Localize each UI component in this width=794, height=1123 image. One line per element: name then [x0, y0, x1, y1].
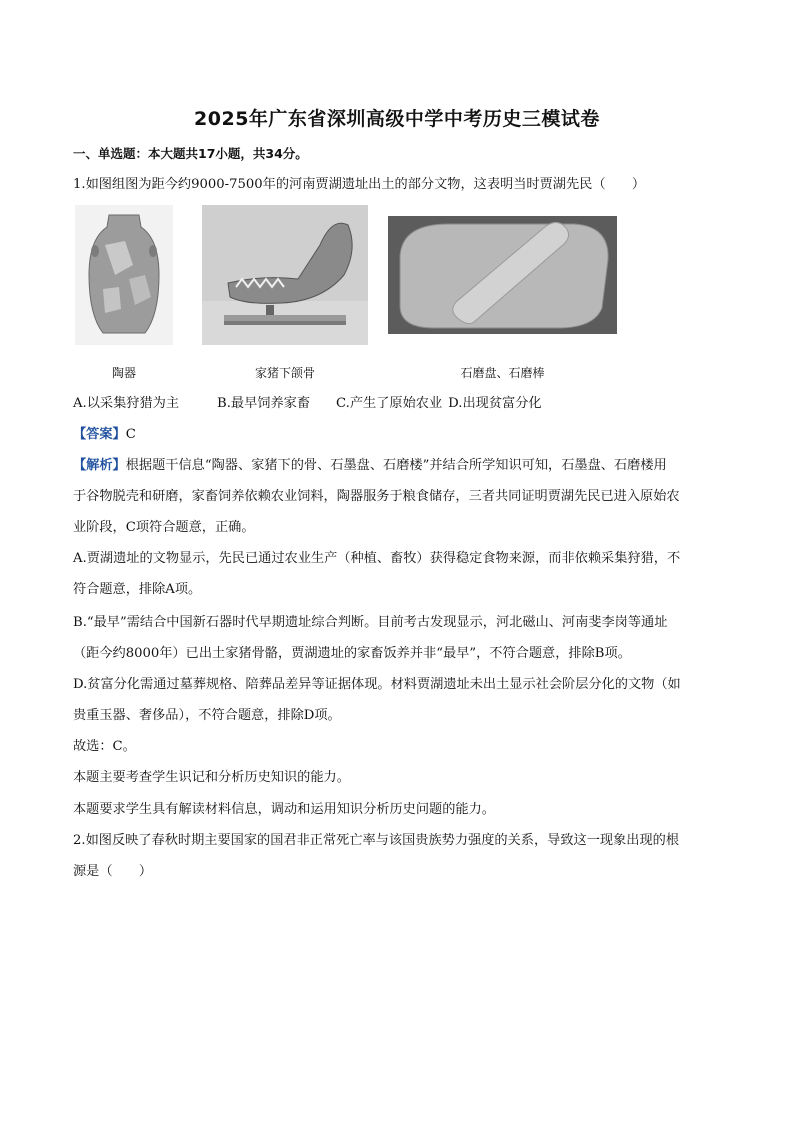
option-a: A.以采集狩猎为主 [73, 396, 180, 411]
question-2-stem-line-1: 2.如图反映了春秋时期主要国家的国君非正常死亡率与该国贵族势力强度的关系，导致这一现象出现的根 [73, 833, 680, 848]
answer-value: C [125, 427, 136, 442]
analysis-line-2: 于谷物脱壳和研磨，家畜饲养依赖农业饲料，陶器服务于粮食储存，三者共同证明贾湖先民已进入原始农 [73, 489, 680, 504]
analysis-text: 根据题干信息“陶器、家猪下的骨、石墨盘、石磨楼”并结合所学知识可知，石墨盘、石磨楼用 [125, 458, 667, 473]
option-d: D.出现贫富分化 [448, 396, 542, 411]
analysis-line-4: A.贾湖遗址的文物显示，先民已通过农业生产（种植、畜牧）获得稳定食物来源，而非依赖采集狩猎，不 [73, 551, 681, 566]
analysis-line-8: D.贫富分化需通过墓葬规格、陪葬品差异等证据体现。材料贾湖遗址未出土显示社会阶层分化的文物（如 [73, 677, 681, 692]
question-1-options [73, 394, 723, 414]
question-1-stem: 1.如图组图为距今约9000-7500年的河南贾湖遗址出土的部分文物，这表明当时贾湖先民（ ） [73, 177, 646, 192]
figure-caption-pig-jawbone: 家猪下颌骨 [254, 366, 315, 380]
pig-jawbone-photo [202, 205, 368, 345]
analysis-tag: 【解析】 [73, 458, 126, 473]
analysis-line-10: 故选：C。 [73, 739, 136, 754]
analysis-line-5: 符合题意，排除A项。 [73, 582, 202, 597]
option-b: B.最早饲养家畜 [217, 396, 311, 411]
grinding-stone-photo [388, 216, 617, 334]
option-c: C.产生了原始农业 [336, 396, 443, 411]
answer-tag: 【答案】 [73, 427, 126, 442]
analysis-line-7: （距今约8000年）已出土家猪骨骼，贾湖遗址的家畜饭养并非“最早”，不符合题意，排除B项。 [73, 646, 631, 661]
page-title: 2025年广东省深圳高级中学中考历史三模试卷 [194, 108, 600, 130]
question-2-stem-line-2: 源是（ ） [73, 864, 153, 879]
section-heading: 一、单选题：本大题共17小题，共34分。 [73, 146, 308, 161]
analysis-line-12: 本题要求学生具有解读材料信息，调动和运用知识分析历史问题的能力。 [73, 802, 495, 817]
pottery-jar-photo [75, 205, 173, 345]
analysis-line-3: 业阶段，C项符合题意，正确。 [73, 520, 255, 535]
figure-caption-pottery: 陶器 [111, 366, 136, 380]
analysis-line-9: 贵重玉器、奢侈品），不符合题意，排除D项。 [73, 708, 341, 723]
answer-line [73, 425, 723, 445]
analysis-line-1 [73, 456, 723, 476]
figure-caption-grinding-stone: 石磨盘、石磨棒 [460, 366, 545, 380]
analysis-line-6: B.“最早”需结合中国新石器时代早期遗址综合判断。目前考古发现显示，河北磁山、河南斐李岗等通址 [73, 615, 668, 630]
analysis-line-11: 本题主要考查学生识记和分析历史知识的能力。 [73, 770, 350, 785]
